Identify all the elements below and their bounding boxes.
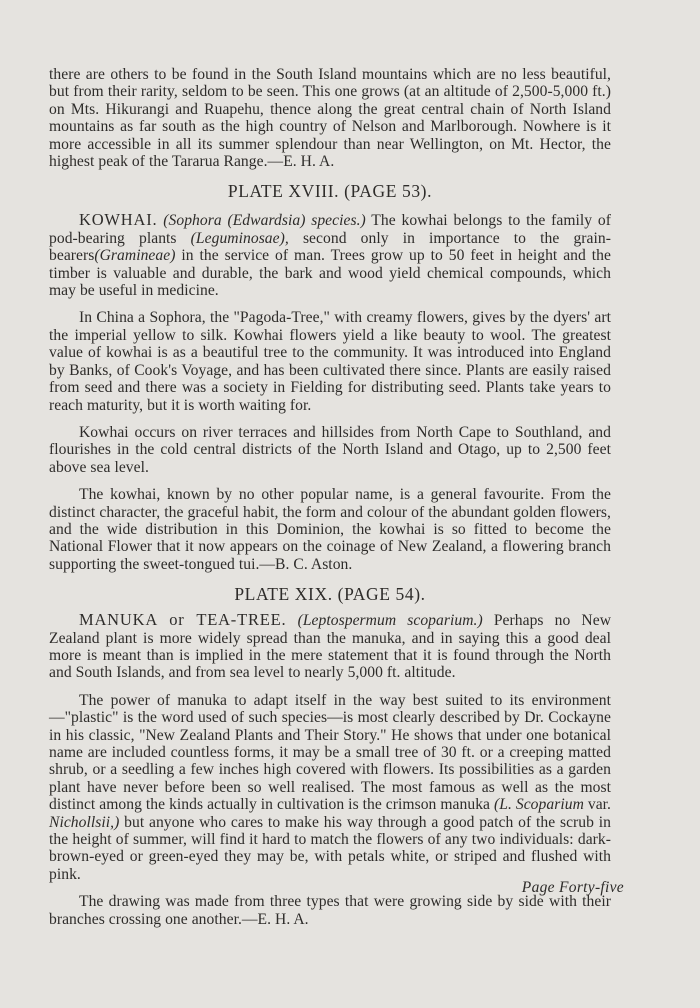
kowhai-family-name: (Leguminosae), <box>190 229 289 247</box>
kowhai-paragraph-4: The kowhai, known by no other popular name, is a general favourite. From the distinct character, the graceful habit, the form and colour of the abundant golden flowers, and the wide distribution in this Dominion, the kowhai is so fitted to become the National Flower that it now appears on the coinage of New Zealand, a flowering branch supporting the sweet-tongued tui.—B. C. Aston. <box>49 486 611 573</box>
grain-family-name: (Gramineae) <box>94 247 176 265</box>
manuka-text-1: Perhaps no New Zealand plant is more widely spread than the manuka, and in saying this a good deal more is meant than is implied in the mere statement that it is found through the North and South Islands, and from sea level to nearly 5,000 ft. altitude. <box>49 612 612 682</box>
intro-paragraph: there are others to be found in the South Island mountains which are no less beautiful, but from their rarity, seldom to be seen. This one grows (at an altitude of 2,500-5,000 ft.) on Mts. Hikurangi and Ruapehu, thence along the great central chain of North Island mountains as far south as the high country of Nelson and Marlborough. Nowhere is it more accessible in all its summer splendour than near Wellington, on Mt. Hector, the highest peak of the Tararua Range.—E. H. A. <box>49 66 611 171</box>
kowhai-paragraph-3: Kowhai occurs on river terraces and hillsides from North Cape to Southland, and flourishes in the cold central districts of the North Island and Otago, up to 2,500 feet above sea level. <box>49 423 611 476</box>
plate-xviii-heading: PLATE XVIII. (PAGE 53). <box>227 181 433 202</box>
kowhai-text-1: The kowhai belongs to the family of pod-bearing plants <box>49 212 611 247</box>
text-column <box>49 66 611 938</box>
manuka-paragraph-1 <box>49 611 611 682</box>
kowhai-lead: KOWHAI. <box>79 210 158 230</box>
kowhai-text-2: second only in importance to the grain-bearers <box>49 229 611 265</box>
manuka-variety-name: Nichollsii,) <box>49 813 120 831</box>
page-number-footer: Page Forty-five <box>521 879 624 896</box>
manuka-species-name: (Leptospermum scoparium.) <box>297 612 483 630</box>
plate-xix-heading: PLATE XIX. (PAGE 54). <box>234 584 426 605</box>
manuka-p2-text-3: but anyone who cares to make his way through a good patch of the scrub in the height of summer, will find it hard to match the flowers of any two individuals: dark-brown-eyed or green-eyed they may be, with petals white, or striped and flushed with pink. <box>49 813 611 883</box>
manuka-paragraph-2 <box>49 692 611 883</box>
manuka-p2-text-2: var. <box>583 796 611 814</box>
kowhai-paragraph-1 <box>49 211 611 299</box>
kowhai-paragraph-2: In China a Sophora, the "Pagoda-Tree," with creamy flowers, gives by the dyers' art the imperial yellow to silk. Kowhai flowers yield a like beauty to wool. The greatest value of kowhai is as a beautiful tree to the community. It was introduced into England by Banks, of Cook's Voyage, and has been cultivated there since. Plants are easily raised from seed and there was a society in Fielding for distributing seed. Plants take years to reach maturity, but it is worth waiting for. <box>49 309 611 414</box>
manuka-p2-text-1: The power of manuka to adapt itself in the way best suited to its environment—"plastic" is the word used of such species—is most clearly described by Dr. Cockayne in his classic, "New Zealand Plants and Their Story." He shows that under one botanical name are included countless forms, it may be a small tree of 30 ft. or a creeping matted shrub, or a seedling a few inches high covered with flowers. Its possibilities as a garden plant have never before been so well realised. The most famous as well as the most distinct among the kinds actually in cultivation is the crimson manuka <box>49 691 611 814</box>
manuka-variety-species: (L. Scoparium <box>493 796 584 814</box>
manuka-lead: MANUKA or TEA-TREE. <box>79 610 287 630</box>
kowhai-species-name: (Sophora (Edwardsia) species.) <box>163 212 366 230</box>
kowhai-text-3: in the service of man. Trees grow up to 50 feet in height and the timber is valuable and durable, the bark and wood yield chemical compounds, which may be useful in medicine. <box>49 247 611 300</box>
manuka-paragraph-3: The drawing was made from three types that were growing side by side with their branches crossing one another.—E. H. A. <box>49 893 611 928</box>
